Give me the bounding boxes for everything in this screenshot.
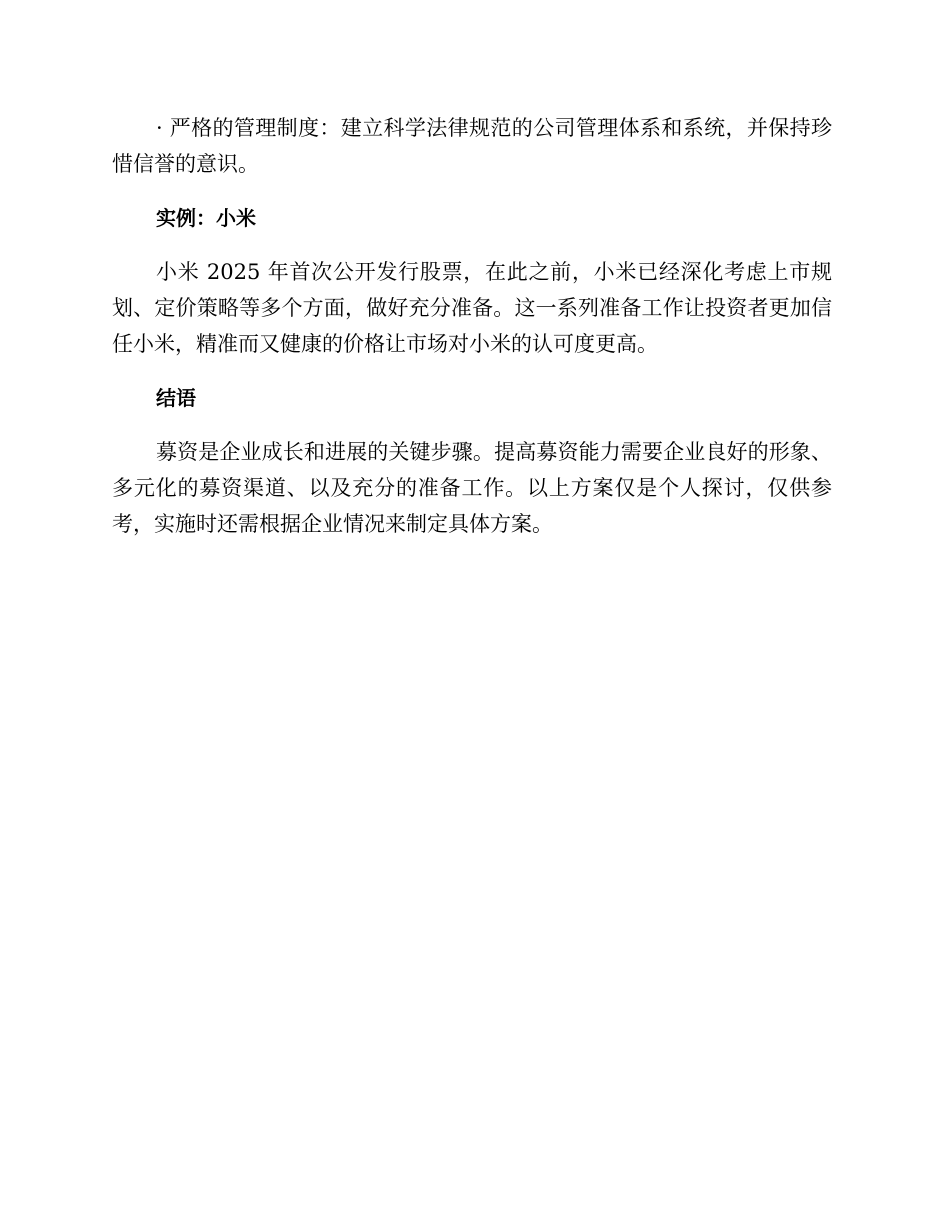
paragraph-xiaomi-example: 小米 2025 年首次公开发行股票，在此之前，小米已经深化考虑上市规划、定价策略等多个方面，做好充分准备。这一系列准备工作让投资者更加信任小米，精准而又健康的价格让市场对小米的认可度更高。 xyxy=(112,260,832,356)
heading-conclusion: 结语 xyxy=(156,386,196,410)
paragraph-management-system: · 严格的管理制度：建立科学法律规范的公司管理体系和系统，并保持珍惜信誉的意识。 xyxy=(112,116,832,176)
paragraph-conclusion: 募资是企业成长和进展的关键步骤。提高募资能力需要企业良好的形象、多元化的募资渠道、以及充分的准备工作。以上方案仅是个人探讨，仅供参考，实施时还需根据企业情况来制定具体方案。 xyxy=(112,440,832,536)
heading-example: 实例：小米 xyxy=(156,206,256,230)
document-body xyxy=(112,110,832,542)
